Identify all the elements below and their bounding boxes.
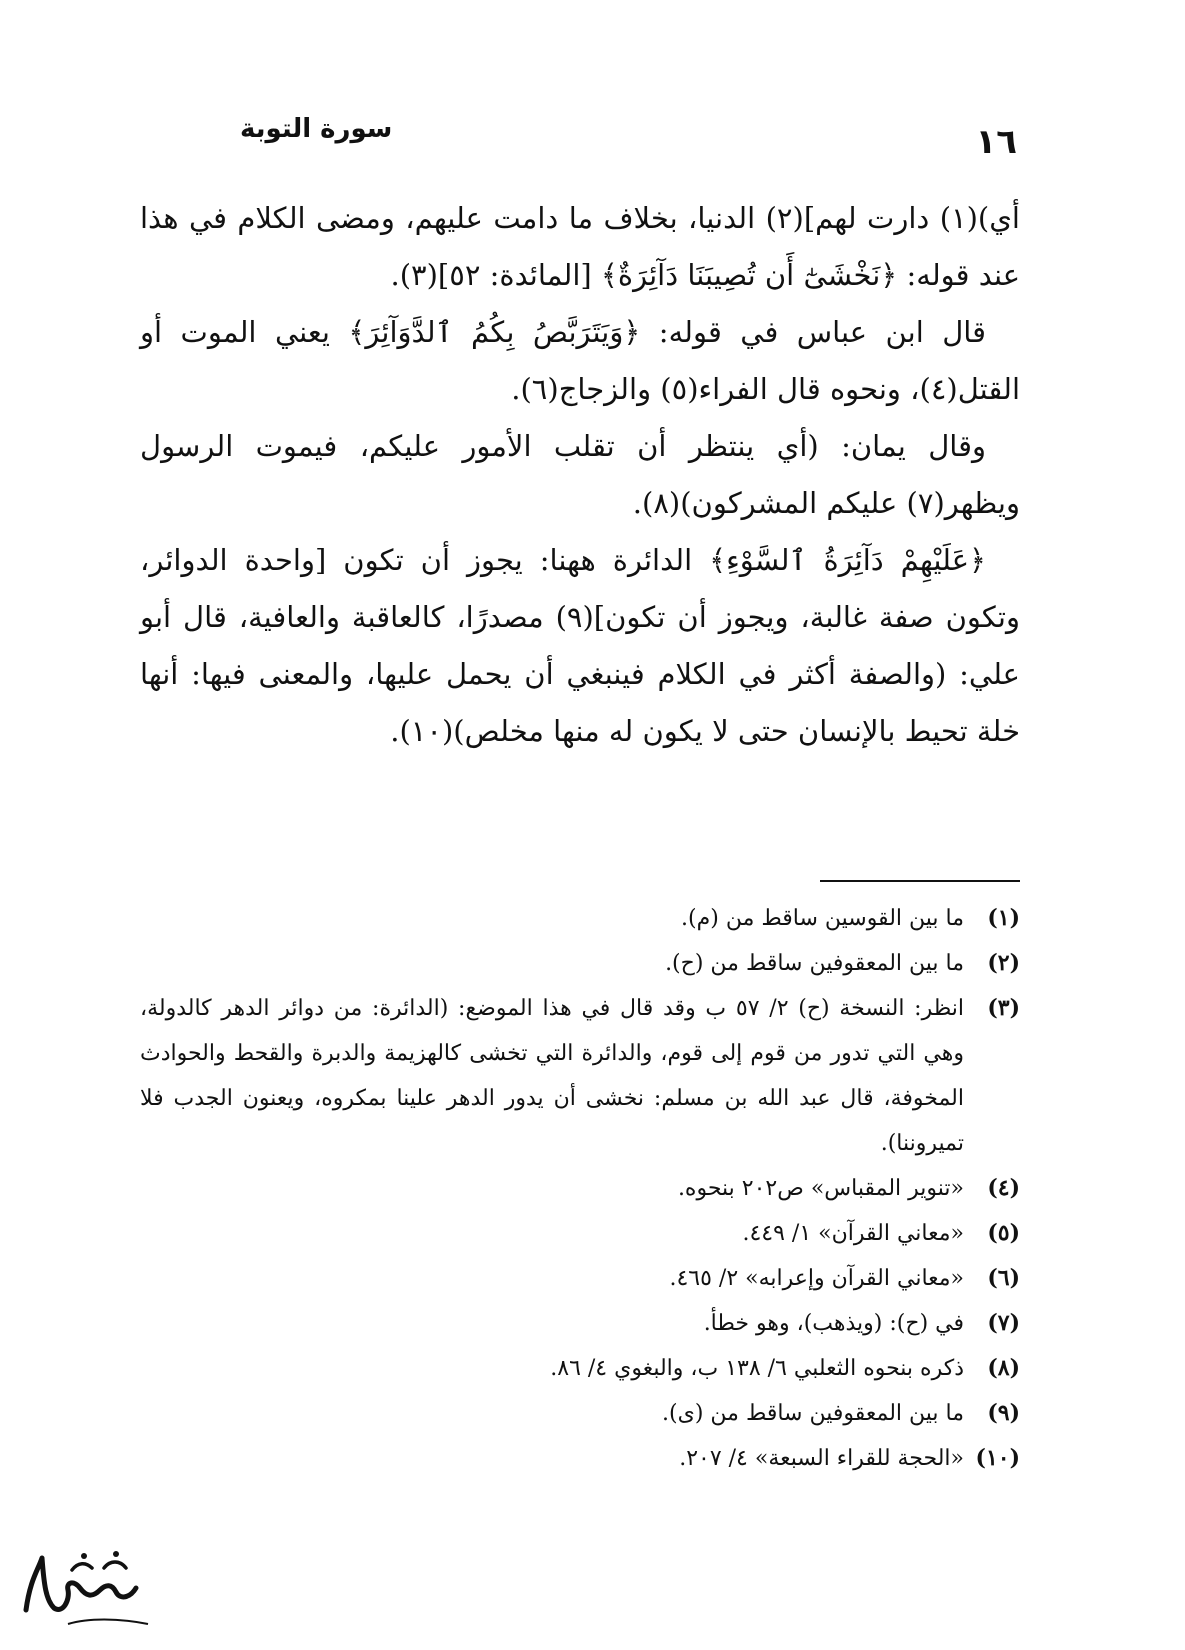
footnote-number: (٨) <box>987 1355 1020 1381</box>
paragraph: أي)(١) دارت لهم](٢) الدنيا، بخلاف ما دامت عليهم، ومضى الكلام في هذا عند قوله: ﴿نَخْشَىٰٓ أَن تُصِيبَنَا دَآئِرَةٌ﴾ [المائدة: ٥٢](٣). <box>140 201 1020 292</box>
footnote-text: انظر: النسخة (ح) ٢/ ٥٧ ب وقد قال في هذا الموضع: (الدائرة: من دوائر الدهر كالدولة، وهي التي تدور من قوم إلى قوم، والدائرة التي تخشى كالهزيمة والدبرة والقحط والحوادث المخوفة، قال عبد الله بن مسلم: نخشى أن يدور الدهر علينا بمكروه، ويعنون الجدب فلا تميروننا). <box>140 996 965 1156</box>
paragraph: قال ابن عباس في قوله: ﴿وَيَتَرَبَّصُ بِكُمُ ٱلدَّوَآئِرَ﴾ يعني الموت أو القتل(٤)، ونحوه قال الفراء(٥) والزجاج(٦). <box>140 315 1020 406</box>
footnote-number: (٧) <box>987 1310 1020 1336</box>
footnote <box>140 1301 1020 1346</box>
footnote-text: في (ح): (ويذهب)، وهو خطأ. <box>703 1311 964 1336</box>
footnote-number: (٥) <box>987 1220 1020 1246</box>
calligraphy-logo-icon <box>8 1540 158 1635</box>
footnotes <box>140 896 1020 1481</box>
footnote <box>140 1436 1020 1481</box>
footnote-number: (٤) <box>987 1175 1020 1201</box>
footnote <box>140 1256 1020 1301</box>
footnote-number: (٢) <box>987 950 1020 976</box>
footnote-text: «تنوير المقباس» ص٢٠٢ بنحوه. <box>677 1176 964 1201</box>
page-number: ١٦ <box>975 122 1017 162</box>
footnote <box>140 1346 1020 1391</box>
paragraph: ﴿عَلَيْهِمْ دَآئِرَةُ ٱلسَّوْءِ﴾ الدائرة ههنا: يجوز أن تكون [واحدة الدوائر، وتكون صفة غالبة، ويجوز أن تكون](٩) مصدرًا، كالعاقبة والعافية، قال أبو علي: (والصفة أكثر في الكلام فينبغي أن يحمل عليها، والمعنى فيها: أنها خلة تحيط بالإنسان حتى لا يكون له منها مخلص)(١٠). <box>140 543 1020 748</box>
footnote-text: «معاني القرآن» ١/ ٤٤٩. <box>742 1221 964 1246</box>
footnote-number: (١٠) <box>975 1445 1020 1471</box>
footnote <box>140 941 1020 986</box>
footnote-number: (٩) <box>987 1400 1020 1426</box>
footnote <box>140 1166 1020 1211</box>
running-title: سورة التوبة <box>240 114 393 144</box>
main-text <box>140 190 1020 760</box>
footnote <box>140 1391 1020 1436</box>
footnote <box>140 986 1020 1166</box>
footnote <box>140 1211 1020 1256</box>
footnote <box>140 896 1020 941</box>
footnote-number: (١) <box>987 905 1020 931</box>
footnote-number: (٣) <box>987 995 1020 1021</box>
footnote-separator <box>820 880 1020 882</box>
page-header <box>150 108 1035 168</box>
footnote-text: ذكره بنحوه الثعلبي ٦/ ١٣٨ ب، والبغوي ٤/ ٨٦. <box>550 1356 964 1381</box>
footnote-text: «الحجة للقراء السبعة» ٤/ ٢٠٧. <box>679 1446 964 1471</box>
footnote-number: (٦) <box>987 1265 1020 1291</box>
footnote-text: «معاني القرآن وإعرابه» ٢/ ٤٦٥. <box>669 1266 964 1291</box>
footnote-text: ما بين المعقوفين ساقط من (ح). <box>665 951 964 976</box>
footnote-text: ما بين المعقوفين ساقط من (ى). <box>662 1401 964 1426</box>
paragraph: وقال يمان: (أي ينتظر أن تقلب الأمور عليكم، فيموت الرسول ويظهر(٧) عليكم المشركون)(٨). <box>140 429 1020 520</box>
footnote-text: ما بين القوسين ساقط من (م). <box>681 906 964 931</box>
